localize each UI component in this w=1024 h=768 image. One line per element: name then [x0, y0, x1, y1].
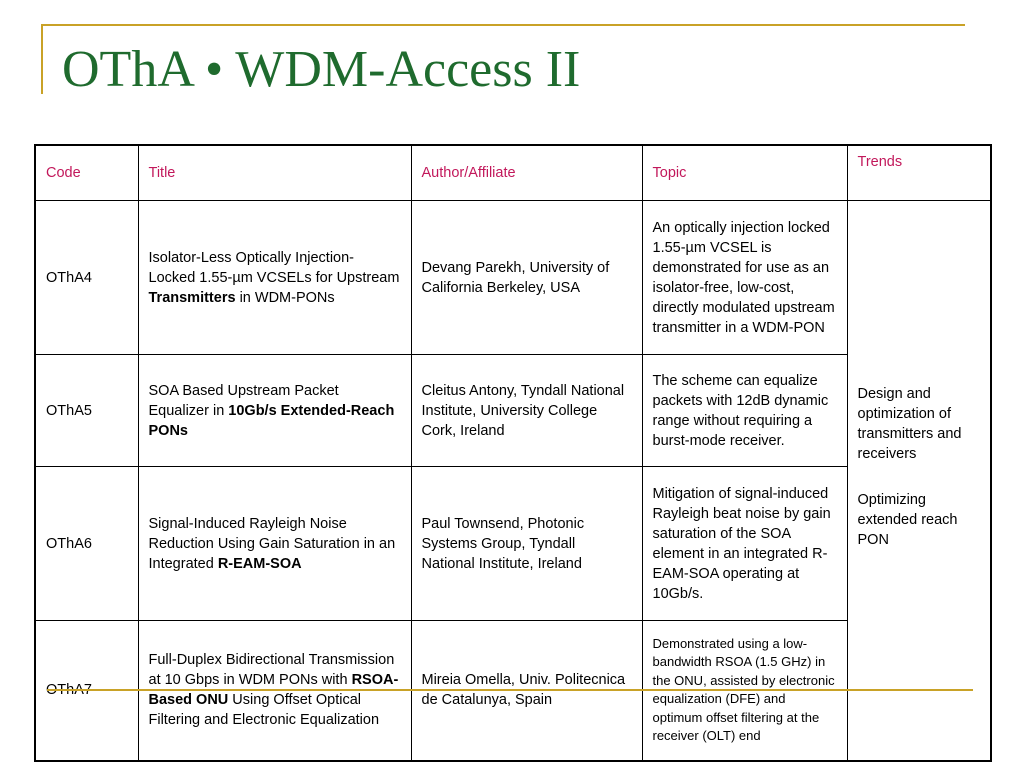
row-title — [138, 467, 411, 621]
slide-title: OThA • WDM-Access II — [62, 41, 581, 98]
trend-item: Optimizing extended reach PON — [857, 492, 958, 549]
row-topic: Demonstrated using a low-bandwidth RSOA (1.5 GHz) in the ONU, assisted by electronic equalization (DFE) and optimum offset filtering at the receiver (OLT) end — [642, 621, 847, 761]
table-row — [35, 201, 991, 355]
row-title-text: in WDM-PONs — [235, 289, 335, 306]
title-frame-top-rule — [41, 24, 965, 26]
header-trends: Trends — [847, 145, 991, 201]
row-author: Mireia Omella, Univ. Politecnica de Catalunya, Spain — [411, 621, 642, 761]
row-title-emphasis: 10Gb/s Extended-Reach PONs — [148, 402, 395, 439]
row-topic: The scheme can equalize packets with 12dB dynamic range without requiring a burst-mode receiver. — [642, 355, 847, 467]
header-author: Author/Affiliate — [411, 145, 642, 201]
row-title-text: Signal-Induced Rayleigh Noise Reduction Using Gain Saturation in an Integrated — [148, 515, 396, 572]
row-topic: An optically injection locked 1.55-µm VCSEL is demonstrated for use as an isolator-free, low-cost, directly modulated upstream transmitter in a WDM-PON — [642, 201, 847, 355]
row-title — [138, 355, 411, 467]
header-topic: Topic — [642, 145, 847, 201]
row-title-emphasis: R-EAM-SOA — [217, 555, 302, 572]
row-title-text: Using Offset Optical Filtering and Electronic Equalization — [148, 692, 380, 729]
session-table — [34, 144, 992, 762]
row-title-text: Full-Duplex Bidirectional Transmission at 10 Gbps in WDM PONs with — [148, 652, 395, 689]
row-title-emphasis: RSOA-Based ONU — [148, 672, 399, 709]
row-title-text: SOA Based Upstream Packet Equalizer in — [148, 382, 339, 419]
row-author: Devang Parekh, University of California Berkeley, USA — [411, 201, 642, 355]
trend-item: Design and optimization of transmitters and receivers — [857, 386, 962, 463]
row-title — [138, 201, 411, 355]
table-header-row — [35, 145, 991, 201]
row-code: OThA5 — [35, 355, 138, 467]
row-title-emphasis: Transmitters — [148, 289, 236, 306]
row-topic: Mitigation of signal-induced Rayleigh beat noise by gain saturation of the SOA element in an integrated R-EAM-SOA operating at 10Gb/s. — [642, 467, 847, 621]
header-title: Title — [138, 145, 411, 201]
trends-cell — [847, 201, 991, 761]
row-author: Cleitus Antony, Tyndall National Institute, University College Cork, Ireland — [411, 355, 642, 467]
row-code: OThA6 — [35, 467, 138, 621]
title-frame-left-rule — [41, 24, 43, 94]
footer-gold-rule — [47, 689, 973, 691]
row-author: Paul Townsend, Photonic Systems Group, Tyndall National Institute, Ireland — [411, 467, 642, 621]
header-code: Code — [35, 145, 138, 201]
row-title-text: Isolator-Less Optically Injection-Locked 1.55-µm VCSELs for Upstream — [148, 249, 400, 286]
row-code: OThA4 — [35, 201, 138, 355]
